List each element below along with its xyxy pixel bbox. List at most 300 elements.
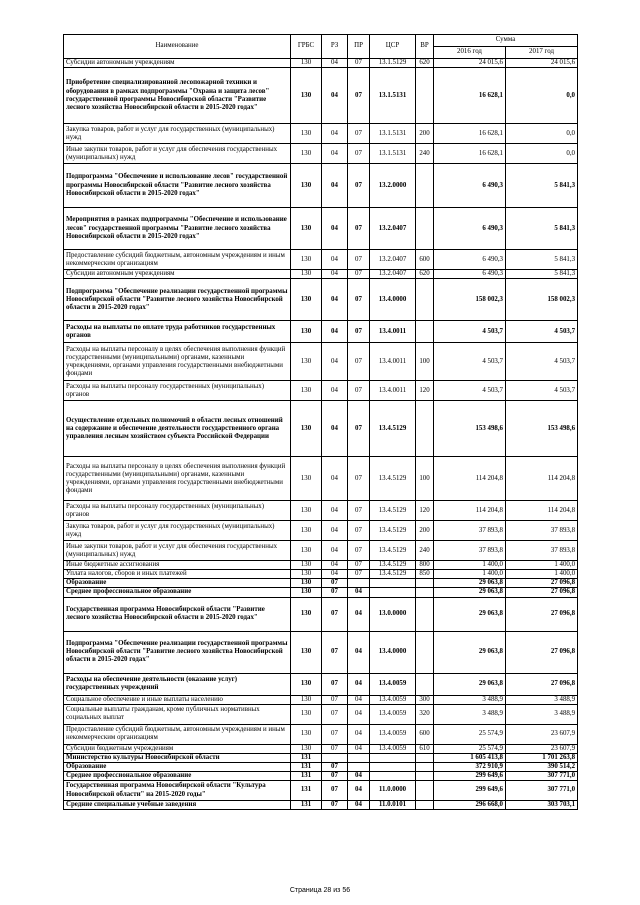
cell-name: Расходы на выплаты персоналу в целях обеспечения выполнения функций государственными (муниципальными) органами, казенными учреждениями, органами управления государственными внебюджетными фондами: [64, 457, 291, 501]
cell-y2017: 5 841,3: [506, 250, 578, 270]
table-row: [64, 164, 578, 208]
cell-name: Средние специальные учебные заведения: [64, 801, 291, 810]
cell-name: Субсидии бюджетным учреждениям: [64, 744, 291, 753]
cell-rz: 04: [322, 343, 348, 381]
cell-csr: 13.4.5129: [370, 541, 416, 561]
cell-pr: 07: [348, 457, 370, 501]
cell-y2017: 5 841,3: [506, 164, 578, 208]
cell-name: Осуществление отдельных полномочий в области лесных отношений на содержание и обеспечение деятельности государственного органа управления лесным хозяйством субъекта Российской Федерации: [64, 401, 291, 457]
cell-rz: 04: [322, 321, 348, 343]
cell-grbs: 130: [291, 343, 322, 381]
cell-csr: 13.2.0407: [370, 208, 416, 250]
cell-name: Государственная программа Новосибирской области "Развитие лесного хозяйства Новосибирской области в 2015-2020 годах": [64, 597, 291, 631]
cell-pr: 07: [348, 270, 370, 279]
cell-csr: 13.4.0059: [370, 673, 416, 695]
cell-y2016: 3 488,9: [434, 704, 506, 724]
cell-y2017: 37 893,8: [506, 521, 578, 541]
cell-rz: 04: [322, 124, 348, 144]
cell-grbs: 130: [291, 124, 322, 144]
cell-rz: 07: [322, 673, 348, 695]
cell-vr: [416, 631, 434, 673]
cell-grbs: 131: [291, 771, 322, 780]
cell-name: Приобретение специализированной лесопожарной техники и оборудования в рамках подпрограммы "Охрана и защита лесов" государственной программы Новосибирской области "Развитие лесного хозяйства Новосибирской области в 2015-2020 годах": [64, 68, 291, 124]
header-2016: 2016 год: [434, 47, 506, 59]
cell-vr: 200: [416, 124, 434, 144]
cell-csr: 13.4.5129: [370, 401, 416, 457]
cell-y2016: 4 503,7: [434, 381, 506, 401]
cell-rz: 07: [322, 744, 348, 753]
cell-rz: 07: [322, 762, 348, 771]
cell-grbs: 130: [291, 561, 322, 570]
cell-vr: [416, 673, 434, 695]
cell-vr: 240: [416, 144, 434, 164]
cell-csr: 13.4.0059: [370, 744, 416, 753]
cell-pr: 04: [348, 597, 370, 631]
cell-y2016: 296 668,0: [434, 801, 506, 810]
cell-grbs: 130: [291, 270, 322, 279]
cell-y2016: 37 893,8: [434, 521, 506, 541]
table-row: [64, 631, 578, 673]
cell-grbs: 130: [291, 164, 322, 208]
cell-vr: 620: [416, 59, 434, 68]
cell-vr: [416, 579, 434, 588]
table-row: [64, 541, 578, 561]
cell-y2017: 4 503,7: [506, 343, 578, 381]
cell-vr: 600: [416, 250, 434, 270]
cell-grbs: 130: [291, 724, 322, 744]
cell-y2016: 29 063,8: [434, 673, 506, 695]
cell-pr: 04: [348, 704, 370, 724]
cell-csr: 13.4.0059: [370, 724, 416, 744]
cell-rz: 04: [322, 164, 348, 208]
cell-csr: [370, 579, 416, 588]
cell-name: Образование: [64, 762, 291, 771]
cell-y2017: 37 893,8: [506, 541, 578, 561]
header-grbs: ГРБС: [291, 35, 322, 59]
cell-pr: 04: [348, 781, 370, 801]
cell-grbs: 130: [291, 541, 322, 561]
table-body: [64, 59, 578, 810]
cell-pr: 07: [348, 501, 370, 521]
cell-rz: 04: [322, 270, 348, 279]
header-csr: ЦСР: [370, 35, 416, 59]
cell-vr: [416, 801, 434, 810]
table-row: [64, 801, 578, 810]
cell-y2016: 29 063,8: [434, 579, 506, 588]
cell-name: Социальное обеспечение и иные выплаты населению: [64, 695, 291, 704]
cell-rz: 04: [322, 570, 348, 579]
cell-rz: 07: [322, 631, 348, 673]
cell-rz: 04: [322, 457, 348, 501]
cell-grbs: 131: [291, 753, 322, 762]
cell-pr: 04: [348, 724, 370, 744]
header-2017: 2017 год: [506, 47, 578, 59]
cell-csr: 13.4.5129: [370, 561, 416, 570]
table-row: [64, 250, 578, 270]
cell-grbs: 130: [291, 588, 322, 597]
cell-rz: 04: [322, 401, 348, 457]
cell-grbs: 130: [291, 59, 322, 68]
cell-rz: 07: [322, 695, 348, 704]
cell-pr: 04: [348, 744, 370, 753]
cell-pr: 04: [348, 673, 370, 695]
cell-vr: 320: [416, 704, 434, 724]
cell-y2017: 307 771,0: [506, 781, 578, 801]
cell-y2017: 1 400,0: [506, 561, 578, 570]
header-sum: Сумма: [434, 35, 578, 47]
cell-y2017: 5 841,3: [506, 208, 578, 250]
cell-y2016: 25 574,9: [434, 744, 506, 753]
cell-name: Закупка товаров, работ и услуг для государственных (муниципальных) нужд: [64, 124, 291, 144]
cell-name: Предоставление субсидий бюджетным, автономным учреждениям и иным некоммерческим организациям: [64, 250, 291, 270]
cell-rz: 04: [322, 68, 348, 124]
table-row: [64, 744, 578, 753]
cell-y2016: 29 063,8: [434, 631, 506, 673]
cell-vr: [416, 588, 434, 597]
cell-csr: 13.4.0000: [370, 279, 416, 321]
table-row: [64, 68, 578, 124]
table-row: [64, 695, 578, 704]
cell-vr: [416, 164, 434, 208]
cell-rz: 07: [322, 579, 348, 588]
table-row: [64, 343, 578, 381]
cell-grbs: 130: [291, 68, 322, 124]
cell-grbs: 130: [291, 579, 322, 588]
cell-rz: 04: [322, 208, 348, 250]
cell-rz: 04: [322, 501, 348, 521]
cell-vr: 600: [416, 724, 434, 744]
cell-y2017: 0,0: [506, 68, 578, 124]
cell-y2017: 24 015,6: [506, 59, 578, 68]
cell-pr: 07: [348, 541, 370, 561]
cell-y2016: 372 910,9: [434, 762, 506, 771]
table-row: [64, 771, 578, 780]
cell-rz: 04: [322, 279, 348, 321]
cell-grbs: 130: [291, 457, 322, 501]
cell-pr: 07: [348, 401, 370, 457]
cell-pr: 07: [348, 570, 370, 579]
cell-pr: 04: [348, 801, 370, 810]
cell-vr: 200: [416, 521, 434, 541]
cell-pr: 04: [348, 588, 370, 597]
cell-y2017: 27 096,8: [506, 673, 578, 695]
cell-vr: 240: [416, 541, 434, 561]
cell-grbs: 130: [291, 631, 322, 673]
cell-y2016: 4 503,7: [434, 321, 506, 343]
cell-y2016: 29 063,8: [434, 597, 506, 631]
header-name: Наименование: [64, 35, 291, 59]
cell-csr: 13.4.5129: [370, 457, 416, 501]
cell-grbs: 130: [291, 695, 322, 704]
table-row: [64, 753, 578, 762]
cell-pr: 07: [348, 279, 370, 321]
cell-csr: 13.4.5129: [370, 521, 416, 541]
cell-csr: 13.2.0000: [370, 164, 416, 208]
cell-y2016: 1 605 413,8: [434, 753, 506, 762]
cell-rz: 04: [322, 381, 348, 401]
cell-rz: 07: [322, 724, 348, 744]
cell-grbs: 130: [291, 521, 322, 541]
cell-y2016: 299 649,6: [434, 781, 506, 801]
cell-pr: [348, 579, 370, 588]
cell-csr: 11.0.0000: [370, 781, 416, 801]
cell-name: Образование: [64, 579, 291, 588]
cell-name: Расходы на выплаты персоналу государственных (муниципальных) органов: [64, 501, 291, 521]
cell-y2017: 1 701 263,8: [506, 753, 578, 762]
cell-name: Подпрограмма "Обеспечение и использование лесов" государственной программы Новосибирской области "Развитие лесного хозяйства Новосибирской области в 2015-2020 годах": [64, 164, 291, 208]
cell-pr: 04: [348, 771, 370, 780]
cell-name: Социальные выплаты гражданам, кроме публичных нормативных социальных выплат: [64, 704, 291, 724]
cell-rz: 07: [322, 704, 348, 724]
cell-y2017: 27 096,8: [506, 597, 578, 631]
cell-grbs: 130: [291, 144, 322, 164]
cell-y2017: 4 503,7: [506, 321, 578, 343]
cell-name: Подпрограмма "Обеспечение реализации государственной программы Новосибирской области "Развитие лесного хозяйства Новосибирской области в 2015-2020 годах": [64, 279, 291, 321]
cell-csr: 11.0.0101: [370, 801, 416, 810]
cell-y2017: 3 488,9: [506, 704, 578, 724]
table-row: [64, 521, 578, 541]
cell-y2016: 114 204,8: [434, 457, 506, 501]
cell-pr: 07: [348, 208, 370, 250]
cell-csr: 13.4.5129: [370, 501, 416, 521]
cell-vr: [416, 208, 434, 250]
cell-pr: [348, 762, 370, 771]
cell-csr: 13.1.5131: [370, 144, 416, 164]
budget-table: [63, 34, 578, 810]
cell-pr: 07: [348, 321, 370, 343]
cell-y2017: 23 607,9: [506, 724, 578, 744]
cell-rz: [322, 753, 348, 762]
cell-name: Уплата налогов, сборов и иных платежей: [64, 570, 291, 579]
cell-y2017: 27 096,8: [506, 579, 578, 588]
cell-rz: 07: [322, 771, 348, 780]
cell-grbs: 130: [291, 597, 322, 631]
cell-y2017: 23 607,9: [506, 744, 578, 753]
table-row: [64, 597, 578, 631]
cell-pr: 04: [348, 631, 370, 673]
cell-vr: 120: [416, 501, 434, 521]
cell-name: Субсидии автономным учреждениям: [64, 270, 291, 279]
cell-csr: 13.1.5129: [370, 59, 416, 68]
table-row: [64, 561, 578, 570]
table-row: [64, 501, 578, 521]
cell-grbs: 130: [291, 250, 322, 270]
table-row: [64, 381, 578, 401]
cell-y2017: 158 002,3: [506, 279, 578, 321]
cell-csr: 13.4.0059: [370, 704, 416, 724]
cell-grbs: 130: [291, 501, 322, 521]
cell-pr: 07: [348, 250, 370, 270]
cell-csr: 13.4.0011: [370, 343, 416, 381]
cell-rz: 04: [322, 561, 348, 570]
cell-y2016: 158 002,3: [434, 279, 506, 321]
cell-csr: 13.2.0407: [370, 250, 416, 270]
cell-pr: 07: [348, 343, 370, 381]
cell-csr: 13.4.5129: [370, 570, 416, 579]
cell-y2017: 303 703,1: [506, 801, 578, 810]
cell-grbs: 130: [291, 208, 322, 250]
table-row: [64, 781, 578, 801]
cell-rz: 04: [322, 59, 348, 68]
cell-pr: 07: [348, 124, 370, 144]
cell-y2017: 0,0: [506, 144, 578, 164]
cell-grbs: 130: [291, 401, 322, 457]
cell-y2016: 153 498,6: [434, 401, 506, 457]
cell-vr: [416, 321, 434, 343]
cell-y2017: 27 096,8: [506, 631, 578, 673]
cell-y2016: 1 400,0: [434, 561, 506, 570]
cell-y2016: 3 488,9: [434, 695, 506, 704]
cell-vr: [416, 279, 434, 321]
cell-y2017: 114 204,8: [506, 501, 578, 521]
cell-vr: 300: [416, 695, 434, 704]
cell-csr: [370, 753, 416, 762]
cell-y2016: 6 490,3: [434, 164, 506, 208]
cell-grbs: 130: [291, 673, 322, 695]
cell-pr: 07: [348, 68, 370, 124]
table-row: [64, 673, 578, 695]
cell-name: Расходы на выплаты персоналу государственных (муниципальных) органов: [64, 381, 291, 401]
cell-name: Подпрограмма "Обеспечение реализации государственной программы Новосибирской области "Развитие лесного хозяйства Новосибирской области в 2015-2020 годах": [64, 631, 291, 673]
cell-rz: 04: [322, 250, 348, 270]
cell-y2017: 3 488,9: [506, 695, 578, 704]
cell-pr: 07: [348, 561, 370, 570]
cell-name: Среднее профессиональное образование: [64, 771, 291, 780]
cell-grbs: 130: [291, 321, 322, 343]
table-row: [64, 144, 578, 164]
cell-grbs: 130: [291, 279, 322, 321]
cell-csr: 13.1.5131: [370, 68, 416, 124]
table-row: [64, 401, 578, 457]
cell-y2016: 6 490,3: [434, 270, 506, 279]
cell-name: Расходы на обеспечение деятельности (оказание услуг) государственных учреждений: [64, 673, 291, 695]
cell-rz: 07: [322, 588, 348, 597]
cell-rz: 07: [322, 597, 348, 631]
cell-rz: 04: [322, 144, 348, 164]
cell-grbs: 130: [291, 744, 322, 753]
cell-csr: 13.1.5131: [370, 124, 416, 144]
cell-grbs: 130: [291, 704, 322, 724]
cell-grbs: 131: [291, 781, 322, 801]
cell-pr: 07: [348, 59, 370, 68]
cell-csr: 13.4.0059: [370, 695, 416, 704]
cell-name: Иные закупки товаров, работ и услуг для обеспечения государственных (муниципальных) нужд: [64, 144, 291, 164]
cell-y2016: 37 893,8: [434, 541, 506, 561]
cell-grbs: 130: [291, 381, 322, 401]
cell-csr: 13.4.0011: [370, 321, 416, 343]
cell-csr: 13.4.0000: [370, 631, 416, 673]
cell-grbs: 131: [291, 801, 322, 810]
cell-y2017: 153 498,6: [506, 401, 578, 457]
cell-pr: 07: [348, 164, 370, 208]
cell-y2016: 6 490,3: [434, 250, 506, 270]
cell-vr: 620: [416, 270, 434, 279]
cell-name: Мероприятия в рамках подпрограммы "Обеспечение и использование лесов" государственной программы "Развитие лесного хозяйства Новосибирской области в 2015-2020 годах": [64, 208, 291, 250]
cell-y2017: 114 204,8: [506, 457, 578, 501]
table-row: [64, 570, 578, 579]
cell-y2017: 4 503,7: [506, 381, 578, 401]
table-row: [64, 579, 578, 588]
cell-name: Закупка товаров, работ и услуг для государственных (муниципальных) нужд: [64, 521, 291, 541]
cell-rz: 07: [322, 781, 348, 801]
cell-pr: 04: [348, 695, 370, 704]
cell-pr: 07: [348, 521, 370, 541]
cell-y2016: 299 649,6: [434, 771, 506, 780]
cell-name: Государственная программа Новосибирской области "Культура Новосибирской области" на 2015-2020 годы": [64, 781, 291, 801]
cell-rz: 07: [322, 801, 348, 810]
table-row: [64, 270, 578, 279]
table-row: [64, 279, 578, 321]
table-row: [64, 208, 578, 250]
cell-pr: 07: [348, 381, 370, 401]
page-number: Страница 28 из 56: [289, 887, 351, 894]
cell-vr: 850: [416, 570, 434, 579]
cell-vr: [416, 771, 434, 780]
cell-grbs: 130: [291, 570, 322, 579]
cell-name: Иные закупки товаров, работ и услуг для обеспечения государственных (муниципальных) нужд: [64, 541, 291, 561]
cell-y2016: 16 628,1: [434, 68, 506, 124]
table-row: [64, 321, 578, 343]
cell-name: Предоставление субсидий бюджетным, автономным учреждениям и иным некоммерческим организациям: [64, 724, 291, 744]
cell-csr: [370, 588, 416, 597]
table-row: [64, 59, 578, 68]
cell-name: Расходы на выплаты персоналу в целях обеспечения выполнения функций государственными (муниципальными) органами, казенными учреждениями, органами управления государственными внебюджетными фондами: [64, 343, 291, 381]
cell-vr: [416, 753, 434, 762]
cell-name: Расходы на выплаты по оплате труда работников государственных органов: [64, 321, 291, 343]
cell-pr: 07: [348, 144, 370, 164]
cell-name: Субсидии автономным учреждениям: [64, 59, 291, 68]
header-rz: РЗ: [322, 35, 348, 59]
table-row: [64, 124, 578, 144]
cell-y2016: 114 204,8: [434, 501, 506, 521]
cell-vr: 800: [416, 561, 434, 570]
table-row: [64, 762, 578, 771]
cell-y2017: 1 400,0: [506, 570, 578, 579]
cell-y2016: 29 063,8: [434, 588, 506, 597]
cell-y2016: 1 400,0: [434, 570, 506, 579]
cell-rz: 04: [322, 521, 348, 541]
table-row: [64, 588, 578, 597]
header-vr: ВР: [416, 35, 434, 59]
cell-vr: 100: [416, 343, 434, 381]
cell-y2016: 24 015,6: [434, 59, 506, 68]
cell-csr: 13.4.0011: [370, 381, 416, 401]
cell-y2017: 5 841,3: [506, 270, 578, 279]
cell-y2016: 25 574,9: [434, 724, 506, 744]
cell-rz: 04: [322, 541, 348, 561]
cell-y2017: 390 514,2: [506, 762, 578, 771]
cell-vr: 120: [416, 381, 434, 401]
cell-y2017: 27 096,8: [506, 588, 578, 597]
cell-vr: 610: [416, 744, 434, 753]
cell-name: Иные бюджетные ассигнования: [64, 561, 291, 570]
cell-y2016: 6 490,3: [434, 208, 506, 250]
cell-vr: [416, 68, 434, 124]
header-pr: ПР: [348, 35, 370, 59]
cell-y2017: 0,0: [506, 124, 578, 144]
cell-csr: 13.0.0000: [370, 597, 416, 631]
cell-name: Министерство культуры Новосибирской области: [64, 753, 291, 762]
cell-y2016: 16 628,1: [434, 124, 506, 144]
cell-vr: [416, 762, 434, 771]
cell-vr: 100: [416, 457, 434, 501]
cell-csr: [370, 762, 416, 771]
table-row: [64, 704, 578, 724]
cell-y2016: 16 628,1: [434, 144, 506, 164]
cell-vr: [416, 401, 434, 457]
table-row: [64, 457, 578, 501]
cell-grbs: 131: [291, 762, 322, 771]
